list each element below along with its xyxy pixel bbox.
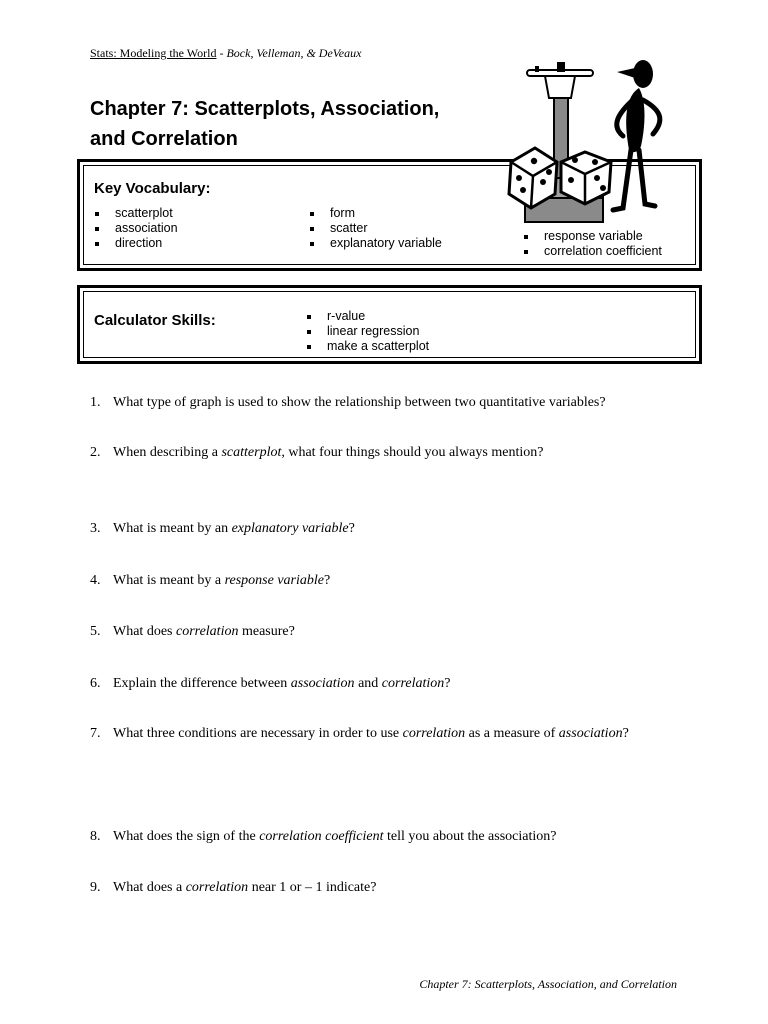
question-text: What does <box>113 624 176 639</box>
key-vocabulary-heading: Key Vocabulary: <box>94 180 211 197</box>
question-term: explanatory variable <box>231 521 349 536</box>
question-term: correlation <box>185 880 249 895</box>
question-text: What is meant by an <box>113 521 232 536</box>
question-9 <box>90 880 376 896</box>
document-header <box>90 46 361 61</box>
question-text: What three conditions are necessary in order to use <box>113 726 403 741</box>
header-authors: - Bock, Velleman, & DeVeaux <box>216 46 362 60</box>
question-term: correlation <box>402 726 466 741</box>
question-text: measure? <box>238 624 295 639</box>
list-item: make a scatterplot <box>304 339 429 354</box>
question-number: 1. <box>90 395 101 410</box>
question-number: 4. <box>90 573 101 588</box>
question-text: Explain the difference between <box>113 676 291 691</box>
question-term: response variable <box>224 573 324 588</box>
question-term: correlation <box>381 676 445 691</box>
question-text: What does a <box>113 880 186 895</box>
calculator-skills-heading: Calculator Skills: <box>94 312 216 329</box>
question-text: When describing a <box>113 445 222 460</box>
list-item: explanatory variable <box>307 236 442 251</box>
question-number: 3. <box>90 521 101 536</box>
question-text: ? <box>348 521 355 536</box>
question-text: What does the sign of the <box>113 829 260 844</box>
question-number: 9. <box>90 880 101 895</box>
question-text: tell you about the association? <box>383 829 557 844</box>
question-2 <box>90 445 543 461</box>
question-text: , what four things should you always mention? <box>281 445 544 460</box>
question-text: What type of graph is used to show the relationship between two quantitative variables? <box>113 395 606 410</box>
scale-dice-figure-illustration <box>505 58 665 226</box>
list-item: form <box>307 206 442 221</box>
calculator-skills-inner-border <box>83 291 696 358</box>
calculator-skills-box <box>77 285 702 364</box>
title-line-2: and Correlation <box>90 128 238 150</box>
question-number: 8. <box>90 829 101 844</box>
question-text: ? <box>622 726 629 741</box>
question-term: association <box>290 676 355 691</box>
question-8 <box>90 829 556 845</box>
question-number: 5. <box>90 624 101 639</box>
header-source: Stats: Modeling the World <box>90 46 217 60</box>
question-number: 2. <box>90 445 101 460</box>
question-text: ? <box>444 676 451 691</box>
question-term: correlation <box>175 624 239 639</box>
question-term: association <box>558 726 623 741</box>
question-text: as a measure of <box>465 726 559 741</box>
vocabulary-list-col2 <box>307 206 442 251</box>
question-6 <box>90 676 450 692</box>
question-number: 7. <box>90 726 101 741</box>
question-term: scatterplot <box>221 445 282 460</box>
list-item: correlation coefficient <box>521 244 662 259</box>
page-title <box>90 94 520 154</box>
question-text: What is meant by a <box>113 573 225 588</box>
list-item: response variable <box>521 229 662 244</box>
page-footer: Chapter 7: Scatterplots, Association, and Correlation <box>419 977 677 991</box>
title-line-1: Chapter 7: Scatterplots, Association, <box>90 98 440 120</box>
question-3 <box>90 521 355 537</box>
vocabulary-list-col3 <box>521 229 662 259</box>
list-item: direction <box>92 236 178 251</box>
question-1 <box>90 395 606 411</box>
question-4 <box>90 573 330 589</box>
list-item: scatterplot <box>92 206 178 221</box>
vocabulary-list-col1 <box>92 206 178 251</box>
question-text: near 1 or – 1 indicate? <box>248 880 377 895</box>
list-item: linear regression <box>304 324 429 339</box>
question-text: and <box>354 676 382 691</box>
person-figure-icon <box>613 60 660 210</box>
question-number: 6. <box>90 676 101 691</box>
question-7 <box>90 726 629 742</box>
list-item: association <box>92 221 178 236</box>
list-item: scatter <box>307 221 442 236</box>
question-term: correlation coefficient <box>259 829 384 844</box>
question-5 <box>90 624 295 640</box>
list-item: r-value <box>304 309 429 324</box>
question-text: ? <box>324 573 331 588</box>
calculator-skills-list <box>304 309 429 354</box>
